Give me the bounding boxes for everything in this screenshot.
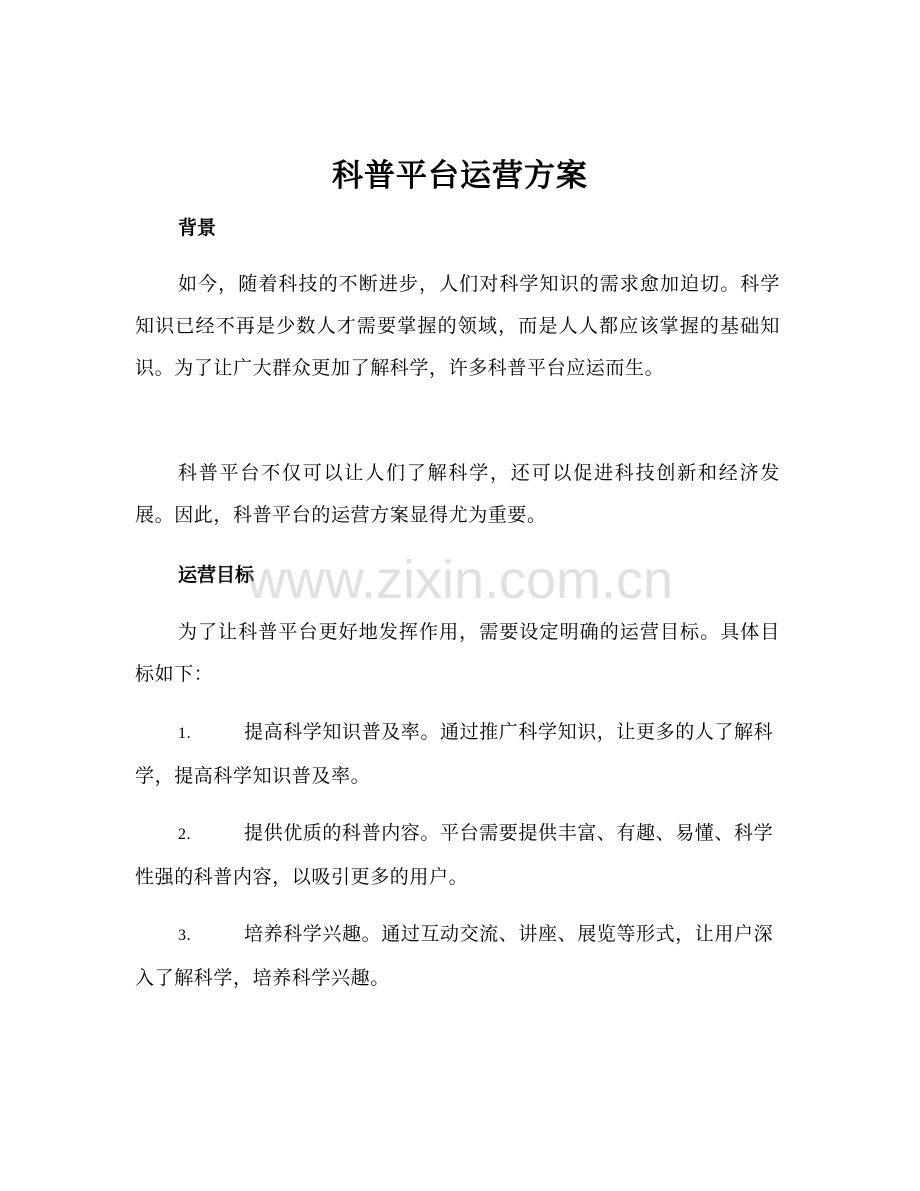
goal-list-item [135,711,780,797]
goal-list-item [135,812,780,898]
list-item-text: 培养科学兴趣。通过互动交流、讲座、展览等形式，让用户深入了解科学，培养科学兴趣。 [135,923,774,989]
list-item-text: 提供优质的科普内容。平台需要提供丰富、有趣、易懂、科学性强的科普内容，以吸引更多的用户。 [135,822,774,888]
watermark: www.zixin.com.cn [246,550,674,610]
goals-intro-paragraph: 为了让科普平台更好地发挥作用，需要设定明确的运营目标。具体目标如下： [135,621,780,685]
section-heading-goals: 运营目标 [178,564,255,586]
document-title: 科普平台运营方案 [332,158,588,194]
list-item-number: 2. [178,826,192,843]
goal-list-item [135,913,780,999]
section-heading-background: 背景 [178,217,217,239]
background-paragraph-2: 科普平台不仅可以让人们了解科学，还可以促进科技创新和经济发展。因此，科普平台的运营方案显得尤为重要。 [135,462,780,526]
list-item-text: 提高科学知识普及率。通过推广科学知识，让更多的人了解科学，提高科学知识普及率。 [135,721,774,787]
list-item-number: 3. [178,927,192,944]
list-item-number: 1. [178,725,192,742]
background-paragraph-1: 如今，随着科技的不断进步，人们对科学知识的需求愈加迫切。科学知识已经不再是少数人才需要掌握的领域，而是人人都应该掌握的基础知识。为了让广大群众更加了解科学，许多科普平台应运而生。 [135,273,780,379]
